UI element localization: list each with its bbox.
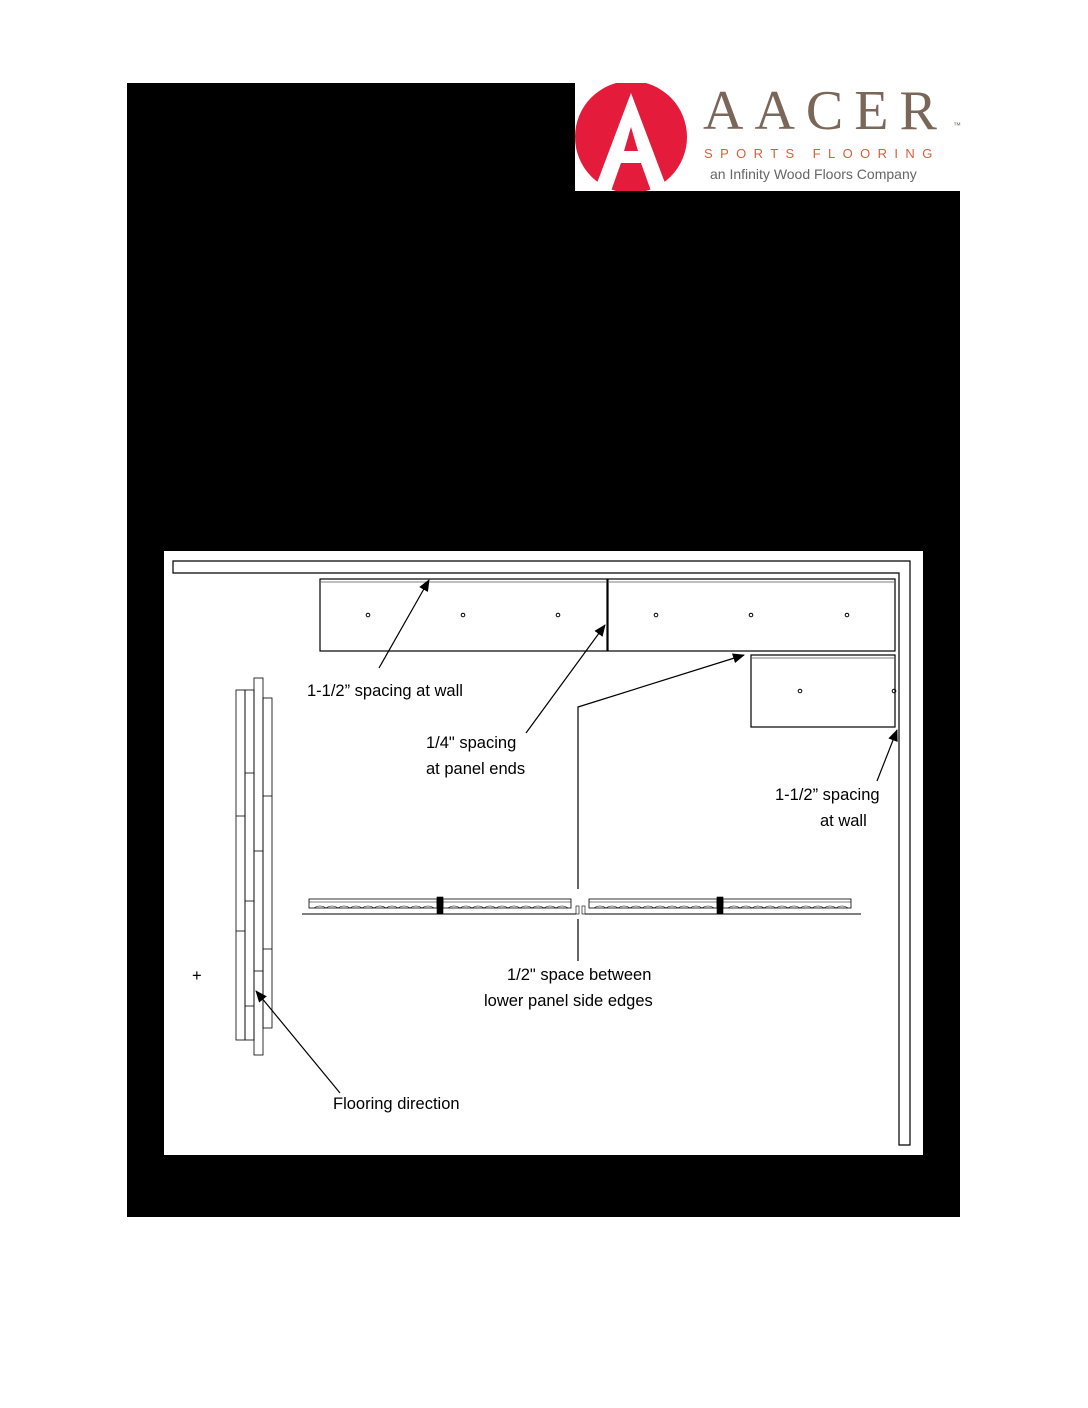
label-side-edge-space-line1: 1/2" space between xyxy=(507,966,652,984)
logo-subtitle: an Infinity Wood Floors Company xyxy=(710,166,917,182)
company-logo xyxy=(575,80,961,191)
logo-wordmark: AACER xyxy=(703,80,948,142)
panel-cross-section xyxy=(302,897,861,914)
flooring-strips xyxy=(236,678,272,1055)
logo-tagline: SPORTS FLOORING xyxy=(704,146,940,161)
label-wall-spacing-right-line1: 1-1/2” spacing xyxy=(775,786,880,804)
panel-layout-diagram xyxy=(164,551,923,1155)
label-wall-spacing-top: 1-1/2” spacing at wall xyxy=(307,682,463,700)
label-plus-mark: + xyxy=(192,967,202,985)
diagram-drawing xyxy=(164,551,923,1155)
panel-top-left xyxy=(320,579,607,651)
label-flooring-direction: Flooring direction xyxy=(333,1095,460,1113)
label-panel-end-spacing-line2: at panel ends xyxy=(426,760,526,778)
panel-second-row xyxy=(751,655,896,727)
aacer-a-logo-icon xyxy=(575,83,687,191)
leader-arrows xyxy=(256,580,897,1093)
logo-trademark: ™ xyxy=(953,121,961,130)
label-side-edge-space-line2: lower panel side edges xyxy=(484,992,653,1010)
panel-top-right xyxy=(608,579,895,651)
label-wall-spacing-right-line2: at wall xyxy=(820,812,867,830)
wall-outline xyxy=(173,561,910,1145)
label-panel-end-spacing-line1: 1/4" spacing xyxy=(426,734,517,752)
